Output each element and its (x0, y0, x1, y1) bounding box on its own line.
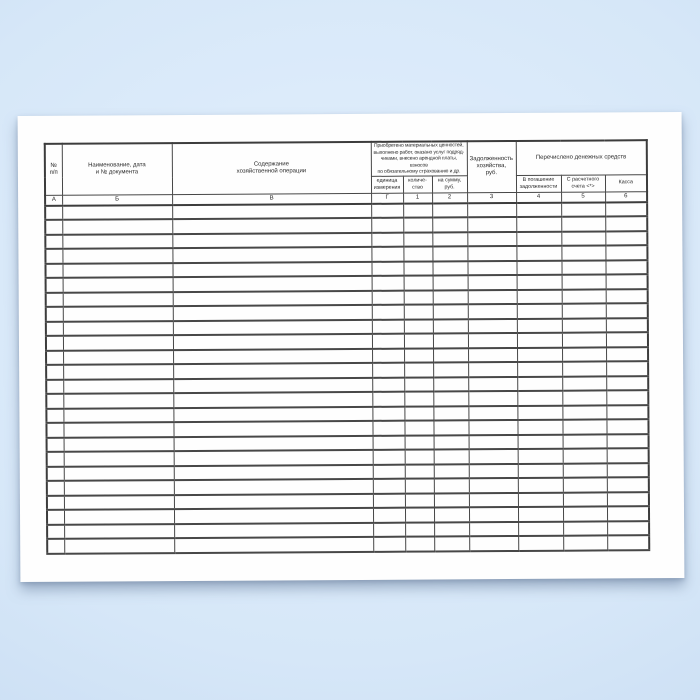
empty-cell (63, 379, 173, 394)
empty-cell (403, 261, 432, 276)
empty-cell (405, 536, 434, 551)
empty-cell (434, 478, 469, 493)
empty-cell (403, 203, 432, 218)
empty-cell (404, 319, 433, 334)
empty-cell (561, 245, 605, 260)
empty-cell (47, 495, 64, 510)
empty-cell (562, 361, 606, 376)
index-cell-1: 1 (403, 193, 432, 204)
empty-cell (605, 260, 647, 275)
empty-cell (46, 350, 63, 365)
empty-cell (63, 422, 173, 437)
empty-cell (518, 536, 563, 551)
empty-cell (46, 336, 63, 351)
empty-cell (607, 448, 649, 463)
empty-cell (469, 434, 518, 449)
empty-cell (45, 205, 62, 220)
empty-cell (468, 333, 517, 348)
empty-cell (373, 435, 405, 450)
empty-cell (372, 363, 404, 378)
empty-cell (173, 363, 372, 379)
empty-cell (45, 234, 62, 249)
empty-cell (468, 362, 517, 377)
empty-cell (62, 205, 172, 220)
empty-cell (404, 406, 433, 421)
empty-cell (606, 274, 648, 289)
empty-cell (404, 377, 433, 392)
empty-cell (517, 333, 562, 348)
ledger-empty-row (47, 535, 649, 553)
empty-cell (373, 537, 405, 552)
empty-cell (372, 334, 404, 349)
empty-cell (45, 249, 62, 264)
empty-cell (433, 304, 468, 319)
empty-cell (607, 434, 649, 449)
empty-cell (373, 479, 405, 494)
empty-cell (174, 450, 373, 466)
empty-cell (606, 289, 648, 304)
header-group-transferred: Перечислено денежных средств (516, 140, 647, 175)
empty-cell (173, 392, 372, 408)
empty-cell (468, 420, 517, 435)
empty-cell (372, 276, 404, 291)
index-cell-v: В (172, 193, 371, 205)
empty-cell (47, 524, 64, 539)
empty-cell (372, 290, 404, 305)
empty-cell (607, 521, 649, 536)
empty-cell (372, 406, 404, 421)
empty-cell (173, 305, 372, 321)
empty-cell (172, 218, 371, 234)
empty-cell (46, 321, 63, 336)
empty-cell (434, 493, 469, 508)
empty-cell (372, 348, 404, 363)
empty-cell (173, 276, 372, 292)
empty-cell (469, 521, 518, 536)
empty-cell (433, 391, 468, 406)
empty-cell (64, 524, 174, 539)
empty-cell (373, 450, 405, 465)
empty-cell (434, 536, 469, 551)
empty-cell (518, 463, 563, 478)
empty-cell (606, 419, 648, 434)
empty-cell (517, 405, 562, 420)
empty-cell (64, 480, 174, 495)
empty-cell (63, 277, 173, 292)
empty-cell (562, 347, 606, 362)
header-debt-column: Задолженность хозяйства, руб. (467, 141, 516, 192)
empty-cell (606, 405, 648, 420)
empty-cell (433, 319, 468, 334)
empty-cell (64, 495, 174, 510)
index-cell-3: 3 (467, 192, 516, 203)
empty-cell (46, 408, 63, 423)
empty-cell (405, 464, 434, 479)
empty-cell (62, 234, 172, 249)
empty-cell (518, 521, 563, 536)
empty-cell (173, 406, 372, 422)
empty-cell (172, 232, 371, 248)
empty-cell (563, 477, 607, 492)
header-unit-column: единица измерения (371, 176, 403, 193)
empty-cell (404, 304, 433, 319)
empty-cell (47, 437, 64, 452)
empty-cell (518, 507, 563, 522)
empty-cell (63, 292, 173, 307)
empty-cell (434, 464, 469, 479)
empty-cell (371, 232, 403, 247)
empty-cell (467, 231, 516, 246)
empty-cell (172, 261, 371, 277)
header-quantity-column: количе- ство (403, 176, 432, 193)
empty-cell (606, 376, 648, 391)
empty-cell (468, 275, 517, 290)
empty-cell (174, 522, 373, 538)
empty-cell (562, 318, 606, 333)
index-cell-6: 6 (605, 191, 647, 202)
empty-cell (63, 321, 173, 336)
empty-cell (517, 376, 562, 391)
empty-cell (174, 479, 373, 495)
empty-cell (469, 507, 518, 522)
empty-cell (469, 478, 518, 493)
empty-cell (606, 318, 648, 333)
empty-cell (371, 247, 403, 262)
empty-cell (606, 332, 648, 347)
empty-cell (518, 492, 563, 507)
empty-cell (607, 477, 649, 492)
empty-cell (46, 278, 63, 293)
empty-cell (469, 536, 518, 551)
empty-cell (404, 333, 433, 348)
empty-cell (605, 202, 647, 217)
empty-cell (468, 304, 517, 319)
empty-cell (467, 217, 516, 232)
empty-cell (63, 364, 173, 379)
empty-cell (371, 261, 403, 276)
empty-cell (173, 319, 372, 335)
empty-cell (433, 290, 468, 305)
empty-cell (64, 509, 174, 524)
empty-cell (403, 247, 432, 262)
empty-cell (46, 292, 63, 307)
empty-cell (372, 392, 404, 407)
empty-cell (607, 535, 649, 550)
empty-cell (434, 435, 469, 450)
empty-cell (469, 492, 518, 507)
empty-cell (46, 379, 63, 394)
empty-cell (517, 304, 562, 319)
empty-cell (372, 305, 404, 320)
empty-cell (562, 332, 606, 347)
empty-cell (563, 535, 607, 550)
empty-cell (517, 347, 562, 362)
header-repayment-column: В погашение задолженности (516, 175, 561, 192)
empty-cell (562, 405, 606, 420)
empty-cell (372, 377, 404, 392)
empty-cell (562, 289, 606, 304)
empty-cell (468, 289, 517, 304)
empty-cell (404, 290, 433, 305)
empty-cell (516, 202, 561, 217)
empty-cell (64, 538, 174, 553)
empty-cell (562, 390, 606, 405)
empty-cell (46, 423, 63, 438)
empty-cell (606, 347, 648, 362)
empty-cell (173, 334, 372, 350)
empty-cell (605, 245, 647, 260)
ledger-paper (18, 112, 685, 582)
empty-cell (404, 348, 433, 363)
empty-cell (516, 246, 561, 261)
empty-cell (432, 217, 467, 232)
empty-cell (432, 203, 467, 218)
empty-cell (404, 362, 433, 377)
empty-cell (606, 390, 648, 405)
empty-cell (561, 202, 605, 217)
empty-cell (405, 507, 434, 522)
index-cell-5: 5 (561, 191, 605, 202)
empty-cell (467, 260, 516, 275)
empty-cell (62, 248, 172, 263)
empty-cell (433, 275, 468, 290)
empty-cell (432, 261, 467, 276)
empty-cell (47, 539, 64, 554)
empty-cell (373, 493, 405, 508)
empty-cell (468, 318, 517, 333)
empty-cell (467, 202, 516, 217)
empty-cell (434, 449, 469, 464)
empty-cell (563, 434, 607, 449)
empty-cell (47, 510, 64, 525)
empty-cell (563, 463, 607, 478)
empty-cell (63, 306, 173, 321)
empty-cell (432, 246, 467, 261)
empty-cell (517, 275, 562, 290)
header-group-row (45, 140, 647, 178)
empty-cell (516, 217, 561, 232)
empty-cell (173, 348, 372, 364)
empty-cell (433, 377, 468, 392)
header-amount-column: на сумму, руб. (432, 175, 467, 192)
index-cell-b: Б (62, 194, 172, 205)
index-cell-a: А (45, 195, 62, 206)
empty-cell (372, 421, 404, 436)
empty-cell (173, 290, 372, 306)
empty-cell (45, 263, 62, 278)
empty-cell (562, 274, 606, 289)
empty-cell (64, 466, 174, 481)
empty-cell (403, 218, 432, 233)
header-account-column: С расчетного счета <*> (561, 174, 605, 191)
empty-cell (174, 508, 373, 524)
empty-cell (433, 362, 468, 377)
empty-cell (372, 319, 404, 334)
empty-cell (468, 391, 517, 406)
header-document-column: Наименование, дата и № документа (62, 143, 172, 195)
empty-cell (469, 463, 518, 478)
empty-cell (434, 507, 469, 522)
empty-cell (373, 464, 405, 479)
empty-cell (561, 216, 605, 231)
index-cell-g: Г (371, 193, 403, 204)
empty-cell (607, 463, 649, 478)
empty-cell (468, 405, 517, 420)
empty-cell (561, 231, 605, 246)
index-cell-2: 2 (432, 192, 467, 203)
empty-cell (47, 466, 64, 481)
empty-cell (173, 377, 372, 393)
empty-cell (405, 478, 434, 493)
empty-cell (403, 232, 432, 247)
empty-cell (563, 492, 607, 507)
empty-cell (605, 231, 647, 246)
header-number-column: № п/п (45, 144, 62, 195)
empty-cell (518, 449, 563, 464)
empty-cell (172, 247, 371, 263)
empty-cell (404, 391, 433, 406)
empty-cell (405, 493, 434, 508)
empty-cell (373, 508, 405, 523)
empty-cell (562, 419, 606, 434)
empty-cell (467, 246, 516, 261)
empty-cell (517, 420, 562, 435)
empty-cell (404, 420, 433, 435)
empty-cell (516, 231, 561, 246)
empty-cell (174, 435, 373, 451)
empty-cell (563, 506, 607, 521)
empty-cell (606, 361, 648, 376)
empty-cell (433, 420, 468, 435)
empty-cell (516, 260, 561, 275)
empty-cell (172, 203, 371, 219)
empty-cell (605, 216, 647, 231)
empty-cell (62, 263, 172, 278)
empty-cell (607, 492, 649, 507)
empty-cell (46, 365, 63, 380)
empty-cell (405, 435, 434, 450)
empty-cell (563, 521, 607, 536)
empty-cell (469, 449, 518, 464)
empty-cell (63, 350, 173, 365)
empty-cell (405, 449, 434, 464)
empty-cell (432, 232, 467, 247)
empty-cell (518, 478, 563, 493)
empty-cell (562, 376, 606, 391)
empty-cell (371, 203, 403, 218)
empty-cell (46, 394, 63, 409)
empty-cell (607, 506, 649, 521)
empty-cell (64, 437, 174, 452)
empty-cell (373, 522, 405, 537)
empty-cell (517, 362, 562, 377)
empty-cell (64, 451, 174, 466)
header-cash-column: Касса (605, 174, 647, 191)
empty-cell (173, 421, 372, 437)
empty-cell (174, 493, 373, 509)
empty-cell (62, 219, 172, 234)
empty-cell (562, 303, 606, 318)
empty-cell (174, 464, 373, 480)
ledger-table (44, 139, 651, 554)
empty-cell (404, 276, 433, 291)
empty-cell (433, 406, 468, 421)
empty-cell (517, 318, 562, 333)
empty-cell (517, 289, 562, 304)
empty-cell (47, 452, 64, 467)
ledger-body (45, 202, 649, 554)
empty-cell (468, 347, 517, 362)
empty-cell (45, 220, 62, 235)
empty-cell (174, 537, 373, 553)
empty-cell (46, 307, 63, 322)
empty-cell (405, 522, 434, 537)
index-cell-4: 4 (516, 192, 561, 203)
empty-cell (63, 408, 173, 423)
empty-cell (63, 393, 173, 408)
header-operation-column: Содержание хозяйственной операции (172, 142, 371, 194)
empty-cell (433, 333, 468, 348)
empty-cell (434, 522, 469, 537)
empty-cell (606, 303, 648, 318)
header-group-acquired: Приобретено материальных ценностей, выполнено работ, оказано услуг подряд- чиками, внесено арендной платы, взносов по обязательному страхованию и др. (371, 141, 467, 176)
empty-cell (518, 434, 563, 449)
empty-cell (63, 335, 173, 350)
empty-cell (371, 218, 403, 233)
empty-cell (47, 481, 64, 496)
empty-cell (561, 260, 605, 275)
empty-cell (433, 348, 468, 363)
empty-cell (468, 376, 517, 391)
empty-cell (517, 391, 562, 406)
empty-cell (563, 448, 607, 463)
